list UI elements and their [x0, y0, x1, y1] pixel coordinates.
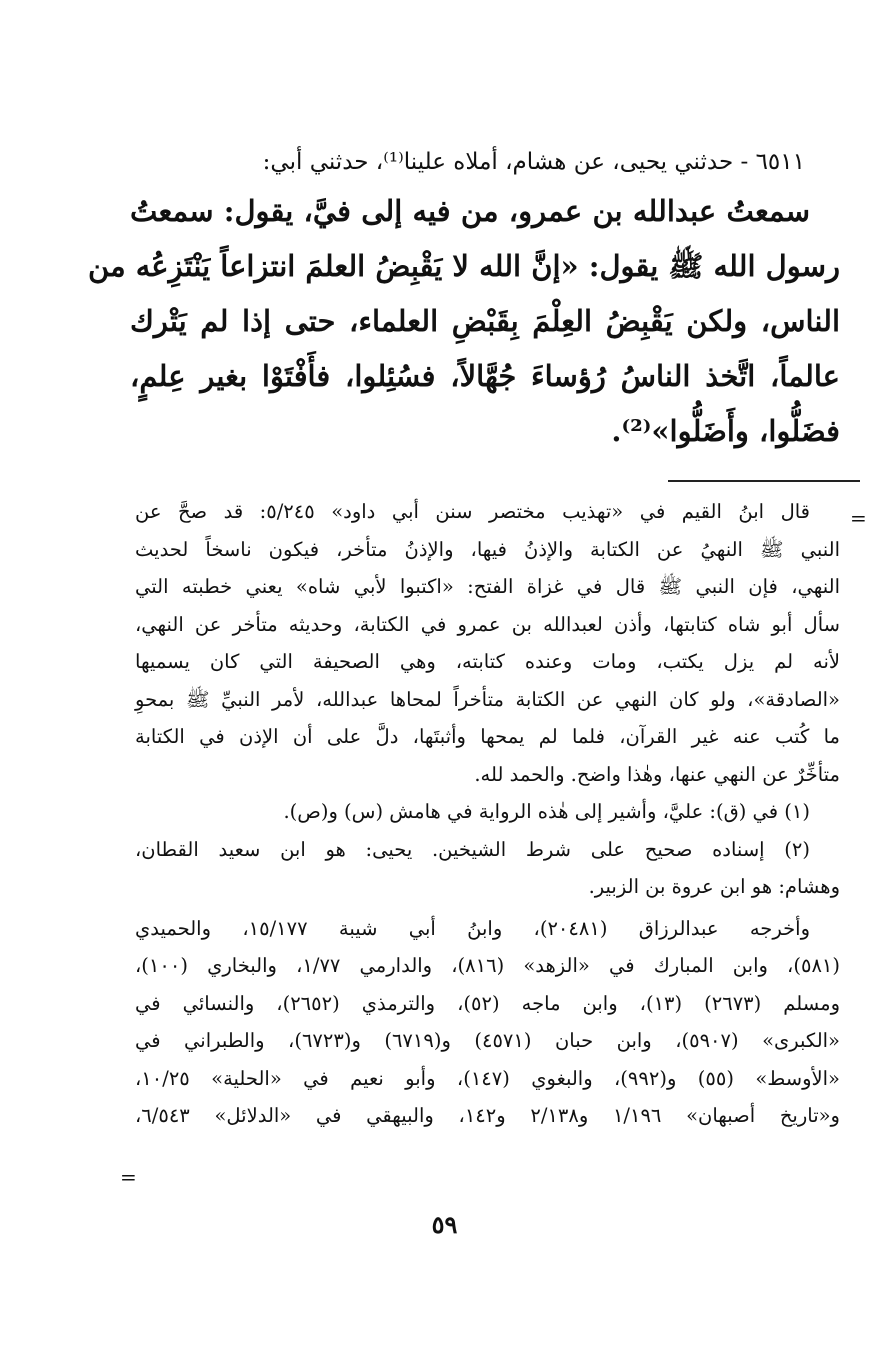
footnote-line: النبي ﷺ النهيُ عن الكتابة والإذنُ فيها، والإذنُ متأخر، فيكون ناسخاً لحديث [135, 537, 840, 561]
hadith-text [88, 140, 840, 459]
footnote-line: ما كُتب عنه غير القرآن، فلما لم يمحها وأثبتَها، دلَّ على أن الإذن في الكتابة [135, 725, 840, 748]
hadith-line: سمعتُ عبدالله بن عمرو، من فيه إلى فيَّ، يقول: سمعتُ [130, 194, 810, 228]
takhrij-line: و«تاريخ أصبهان» ١/١٩٦ و٢/١٣٨ و١٤٢، والبيهقي في «الدلائل» ٦/٥٤٣، [135, 1104, 840, 1127]
takhrij-line: «الكبرى» (٥٩٠٧)، وابن حبان (٤٥٧١) و(٦٧١٩) و(٦٧٢٣)، والطبراني في [135, 1029, 840, 1052]
takhrij-line: وأخرجه عبدالرزاق (٢٠٤٨١)، وابنُ أبي شيبة ١٥/١٧٧، والحميدي [135, 916, 811, 940]
footnote-line: لأنه لم يزل يكتب، ومات وعنده كتابته، وهي الصحيفة التي كان يسميها [135, 650, 840, 673]
footnote-line: «الصادقة»، ولو كان النهي عن الكتابة متأخراً لمحاها عبدالله، لأمر النبيِّ ﷺ بمحوِ [135, 687, 840, 711]
continuation-mark-start: = [850, 506, 867, 530]
footnote-line: النهي، فإن النبي ﷺ قال في غزاة الفتح: «اكتبوا لأبي شاه» يعني خطبته التي [135, 575, 840, 598]
hadith-line: رسول الله ﷺ يقول: «إنَّ الله لا يَقْبِضُ العلمَ انتزاعاً يَنْتَزِعُه من [88, 249, 840, 283]
footnote-2-line: وهشام: هو ابن عروة بن الزبير. [588, 875, 840, 898]
footnote-line: سأل أبو شاه كتابتها، وأذن لعبدالله بن عمرو في الكتابة، وحديثه متأخر عن النهي، [135, 612, 840, 636]
takhrij-line: ومسلم (٢٦٧٣) (١٣)، وابن ماجه (٥٢)، والترمذي (٢٦٥٢)، والنسائي في [135, 991, 840, 1015]
hadith-line: الناس، ولكن يَقْبِضُ العِلْمَ بِقَبْضِ العلماء، حتى إذا لم يَتْرك [130, 304, 840, 338]
hadith-chain-line: ٦٥١١ - حدثني يحيى، عن هشام، أملاه علينا⁽¹⁾، حدثني أبي: [262, 149, 805, 175]
hadith-line: فضَلُّوا، وأَضَلُّوا»⁽²⁾. [611, 414, 840, 448]
footnote-line: متأخِّرٌ عن النهي عنها، وهٰذا واضح. والحمد لله. [474, 762, 840, 786]
footnote-1: (١) في (ق): عليَّ، وأشير إلى هٰذه الرواية في هامش (س) و(ص). [283, 800, 810, 823]
footnote-divider [668, 480, 860, 482]
takhrij-line: (٥٨١)، وابن المبارك في «الزهد» (٨١٦)، والدارمي ١/٧٧، والبخاري (١٠٠)، [135, 954, 840, 977]
takhrij-line: «الأوسط» (٥٥) و(٩٩٢)، والبغوي (١٤٧)، وأبو نعيم في «الحلية» ١٠/٢٥، [135, 1066, 840, 1090]
hadith-line: عالماً، اتَّخذ الناسُ رُؤساءَ جُهَّالاً، فسُئِلوا، فأَفْتَوْا بغير عِلمٍ، [130, 359, 840, 393]
footnotes [135, 493, 840, 1135]
continuation-mark-end: = [120, 1165, 137, 1189]
footnote-line: قال ابنُ القيم في «تهذيب مختصر سنن أبي داود» ٥/٢٤٥: قد صحَّ عن [135, 500, 810, 523]
footnote-2: (٢) إسناده صحيح على شرط الشيخين. يحيى: هو ابن سعيد القطان، [135, 837, 810, 861]
page-number: ٥٩ [431, 1210, 458, 1239]
